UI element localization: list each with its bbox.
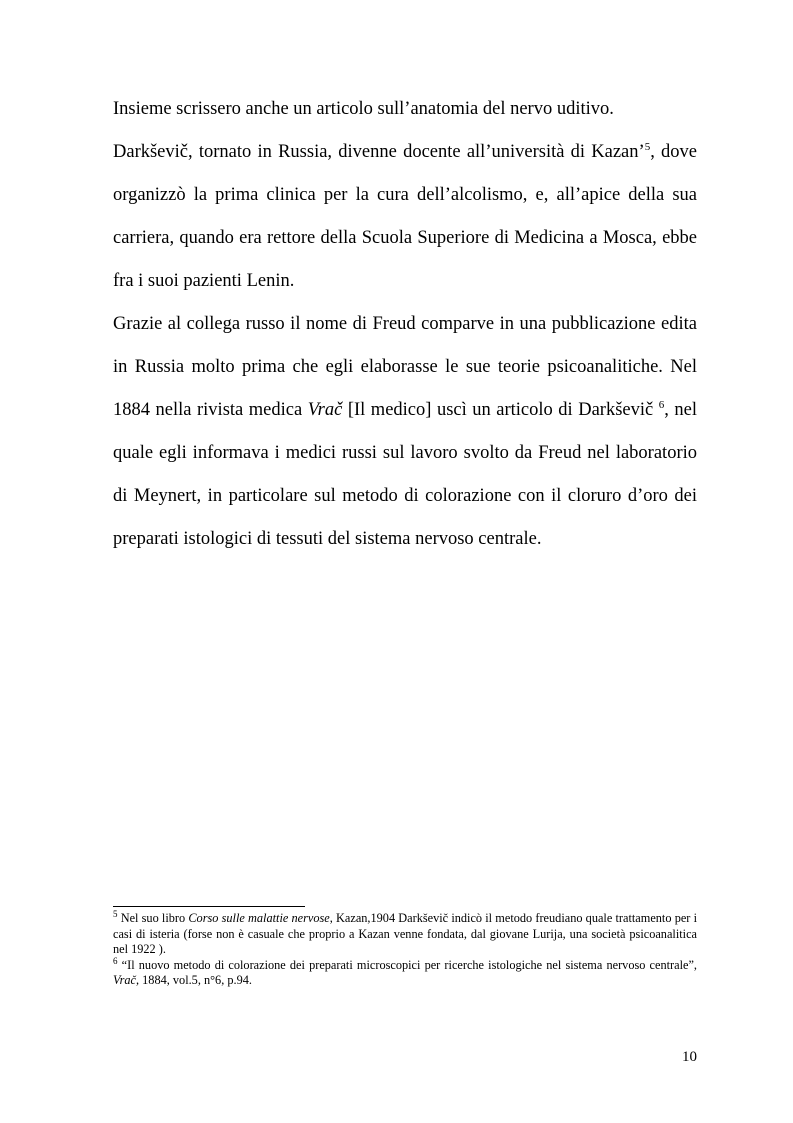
- footnote-ref-6[interactable]: 6: [658, 399, 665, 411]
- paragraph-3-text-a: Grazie al collega russo il nome di Freud comparve in una pubblicazione edita in Russia molto prima che egli elaborasse le sue teorie psicoanalitiche. Nel 1884 nella rivista medica: [113, 314, 697, 420]
- paragraph-2: [113, 131, 697, 303]
- paragraph-3-text-c: , nel quale egli informava i medici russi sul lavoro svolto da Freud nel laboratorio di Meynert, in particolare sul metodo di colorazione con il cloruro d’oro dei preparati istologici di tessuti del sistema nervoso centrale.: [113, 400, 697, 549]
- footnote-6-journal-title: Vrač,: [113, 973, 140, 988]
- paragraph-2-text-b: , dove organizzò la prima clinica per la cura dell’alcolismo, e, all’apice della sua carriera, quando era rettore della Scuola Superiore di Medicina a Mosca, ebbe fra i suoi pazienti Lenin.: [113, 142, 698, 291]
- footnote-6-number: 6: [113, 955, 118, 966]
- footnote-6: [113, 955, 697, 989]
- footnote-5-text-a: Nel suo libro: [117, 911, 189, 925]
- paragraph-3: [113, 303, 697, 561]
- footnote-separator: [113, 906, 305, 907]
- paragraph-1: [113, 88, 697, 131]
- paragraph-1-text: Insieme scrissero anche un articolo sull’anatomia del nervo uditivo.: [113, 99, 614, 119]
- footnote-5-number: 5: [113, 909, 118, 919]
- footnote-6-text-a: “Il nuovo metodo di colorazione dei preparati microscopici per ricerche istologiche nel sistema nervoso centrale”,: [117, 957, 697, 972]
- paragraph-2-text-a: Darkševič, tornato in Russia, divenne docente all’università di Kazan’: [113, 142, 645, 162]
- footnote-5: [113, 911, 697, 958]
- footnote-5-text-b: , Kazan,1904 Darkševič indicò il metodo freudiano quale trattamento per i casi di isteria (forse non è casuale che proprio a Kazan venne fondata, dal giovane Lurija, una società psicoanalitica nel 1922 ).: [113, 911, 697, 957]
- main-text: [113, 88, 697, 561]
- footnote-ref-5[interactable]: 5: [644, 141, 651, 153]
- page-number: 10: [682, 1049, 697, 1065]
- journal-title: Vrač: [307, 400, 343, 420]
- paragraph-3-text-b: [Il medico] uscì un articolo di Darkševič: [342, 400, 659, 420]
- footnotes: [113, 911, 697, 989]
- footnote-6-text-b: 1884, vol.5, n°6, p.94.: [139, 973, 252, 988]
- footnote-5-book-title: Corso sulle malattie nervose: [188, 911, 330, 925]
